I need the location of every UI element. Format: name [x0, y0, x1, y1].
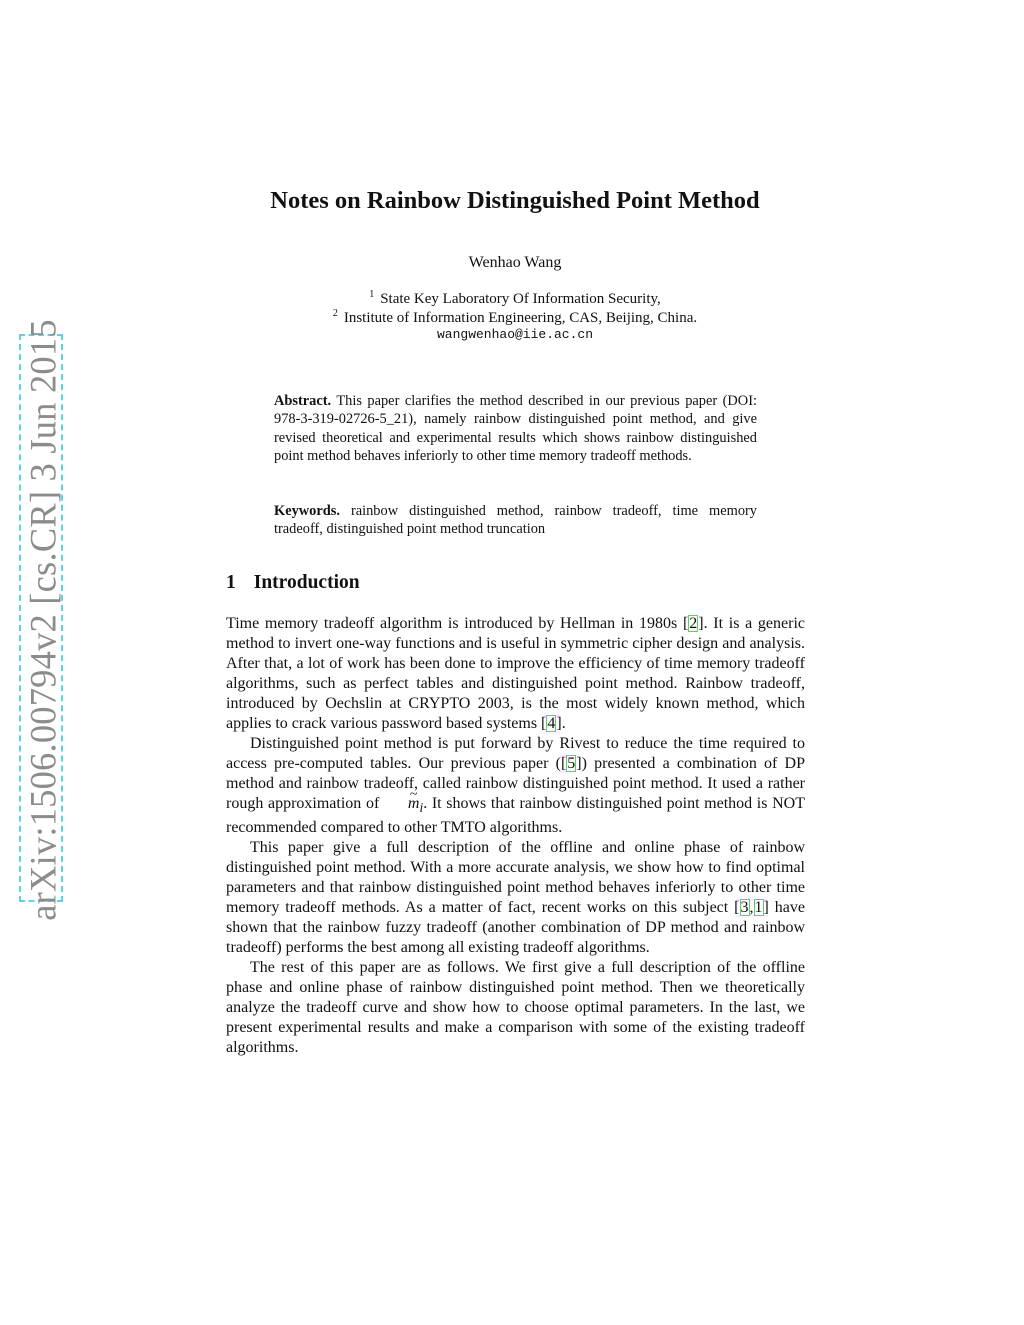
- paragraph-1: Time memory tradeoff algorithm is introduced by Hellman in 1980s [2]. It is a generic method to invert one-way functions and is useful in symmetric cipher design and analysis. After that, a lot of work has been done to improve the efficiency of time memory tradeoff algorithms, such as perfect tables and distinguished point method. Rainbow tradeoff, introduced by Oechslin at CRYPTO 2003, is the most widely known method, which applies to crack various password based systems [4].: [226, 615, 806, 732]
- section-number: 1: [226, 572, 236, 593]
- paragraph-text: Distinguished point method is put forward by Rivest to reduce the time required to access pre-computed tables. Our previous paper (: [226, 735, 805, 772]
- affiliation-text: State Key Laboratory Of Information Security,: [380, 291, 661, 307]
- paragraph-text: . It is a generic method to invert one-way functions and is useful in symmetric cipher design and analysis. After that, a lot of work has been done to improve the efficiency of time memory tradeoff algorithms, such as perfect tables and distinguished point method. Rainbow tradeoff, introduced by Oechslin at CRYPTO 2003, is the most widely known method, which applies to crack various password based systems: [226, 615, 806, 732]
- section-title: Introduction: [253, 572, 360, 593]
- math-variable: ~ m: [384, 794, 420, 814]
- citation-link[interactable]: 5: [567, 755, 576, 772]
- paragraph-4: The rest of this paper are as follows. We first give a full description of the offline phase and online phase of rainbow distinguished point method. Then we theoretically analyze the tradeoff curve and show how to choose optimal parameters. In the last, we present experimental results and make a comparison with some of the existing tradeoff algorithms.: [226, 959, 805, 1057]
- paper-title: Notes on Rainbow Distinguished Point Method: [270, 187, 760, 214]
- abstract: [274, 392, 757, 466]
- affiliation-1: [0, 289, 1024, 308]
- abstract-label: Abstract.: [274, 393, 332, 409]
- citation-link[interactable]: 4: [547, 715, 556, 732]
- keywords: [274, 502, 757, 539]
- affiliation-2: [0, 308, 1024, 327]
- keywords-text: rainbow distinguished method, rainbow tradeoff, time memory tradeoff, distinguished point method truncation: [274, 503, 757, 538]
- affiliation-text: Institute of Information Engineering, CAS, Beijing, China.: [343, 310, 698, 326]
- author-name: Wenhao Wang: [468, 254, 562, 271]
- math-symbol: [384, 795, 424, 816]
- arxiv-stamp: [19, 319, 64, 921]
- paragraph-text: . It shows that rainbow distinguished point method is NOT recommended compared to other TMTO algorithms.: [226, 795, 805, 837]
- keywords-label: Keywords.: [274, 503, 340, 519]
- math-subscript: i: [419, 800, 424, 816]
- section-body: [226, 614, 805, 1058]
- author-email: wangwenhao@iie.ac.cn: [436, 327, 594, 342]
- section-heading: [226, 572, 360, 594]
- citation-link[interactable]: 2: [689, 615, 698, 632]
- citation-link[interactable]: 3: [740, 899, 749, 917]
- paragraph-text: Time memory tradeoff algorithm is introduced by Hellman in 1980s: [226, 615, 683, 632]
- paragraph-text: This paper give a full description of the offline and online phase of rainbow distinguished point method. With a more accurate analysis, we show how to find optimal parameters and that rainbow distinguished point method behaves inferiorly to other time memory tradeoff methods. As a matter of fact, recent works on this subject: [226, 839, 805, 917]
- citation-link[interactable]: 1: [754, 899, 763, 917]
- affiliation-mark: 2: [332, 308, 338, 319]
- paragraph-text: ) presented a combination of DP method and rainbow tradeoff, called rainbow distinguished point method. It used a rather rough approximation of: [226, 755, 806, 812]
- abstract-text: This paper clarifies the method described in our previous paper (DOI: 978-3-319-02726-5_21), namely rainbow distinguished point method, and give revised theoretical and experimental results which shows rainbow distinguished point method behaves inferiorly to other time memory tradeoff methods.: [274, 393, 757, 465]
- paragraph-text: .: [561, 715, 566, 732]
- paragraph-2: Distinguished point method is put forward by Rivest to reduce the time required to access pre-computed tables. Our previous paper ([5]) presented a combination of DP method and rainbow tradeoff, called rainbow distinguished point method. It used a rather rough approximation of ~ $m_i$. It shows that rainbow distinguished point method is NOT recommended compared to other TMTO algorithms.: [226, 734, 805, 838]
- paragraph-3: This paper give a full description of the offline and online phase of rainbow distinguished point method. With a more accurate analysis, we show how to find optimal parameters and that rainbow distinguished point method behaves inferiorly to other time memory tradeoff methods. As a matter of fact, recent works on this subject [3,1] have shown that the rainbow fuzzy tradeoff (another combination of DP method and rainbow tradeoff) performs the best among all existing tradeoff algorithms.: [226, 839, 805, 957]
- paragraph-text: have shown that the rainbow fuzzy tradeoff (another combination of DP method and rainbow tradeoff) performs the best among all existing tradeoff algorithms.: [226, 899, 805, 957]
- affiliation-mark: 1: [369, 289, 375, 300]
- arxiv-identifier: arXiv:1506.00794v2 [cs.CR] 3 Jun 2015: [22, 319, 64, 921]
